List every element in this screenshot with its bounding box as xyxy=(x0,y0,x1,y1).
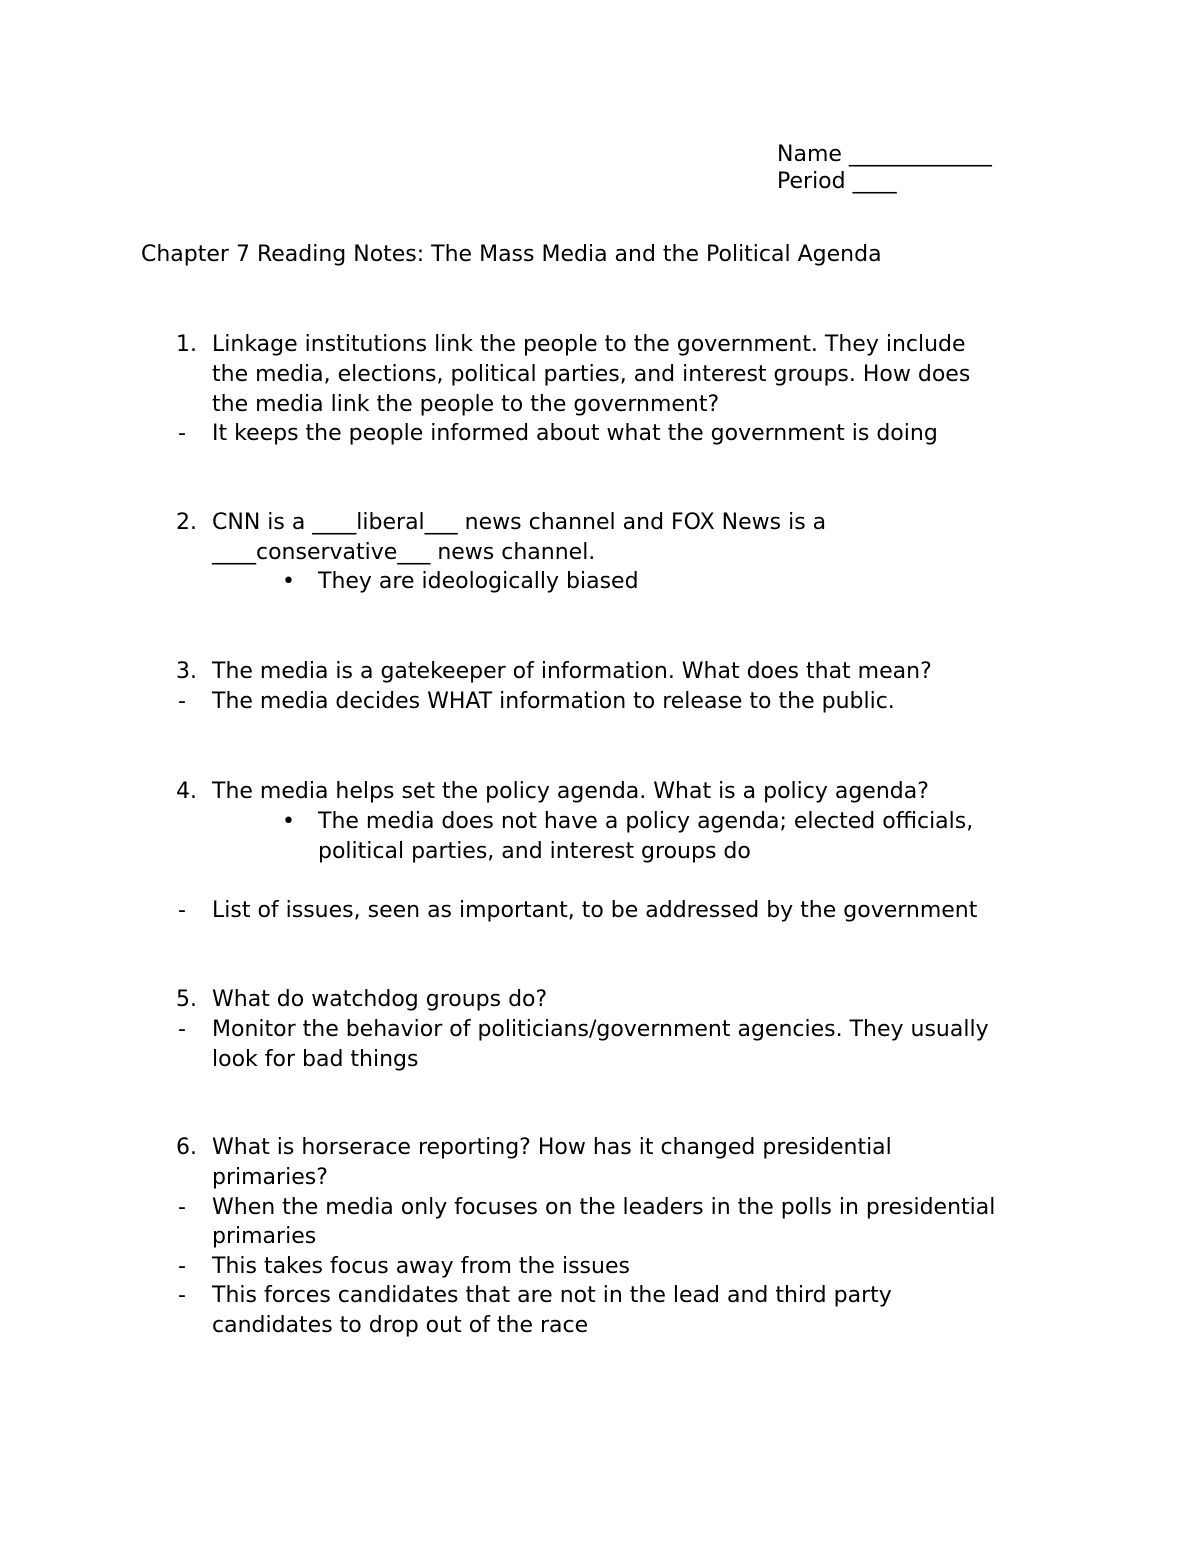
question-number: 4. xyxy=(176,779,197,804)
dash-marker: - xyxy=(178,1017,186,1042)
answer-text: When the media only focuses on the leaders in the polls in presidential xyxy=(212,1195,996,1220)
question-number: 3. xyxy=(176,659,197,684)
name-field-label: Name _____________ xyxy=(777,142,992,167)
page-title: Chapter 7 Reading Notes: The Mass Media and the Political Agenda xyxy=(141,242,882,267)
dash-marker: - xyxy=(178,1254,186,1279)
question-number: 6. xyxy=(176,1135,197,1160)
period-field-label: Period ____ xyxy=(777,169,897,194)
bullet-marker: • xyxy=(282,809,295,834)
question-text: The media is a gatekeeper of information. What does that mean? xyxy=(212,659,932,684)
question-text: What do watchdog groups do? xyxy=(212,987,548,1012)
question-text: What is horserace reporting? How has it changed presidential xyxy=(212,1135,892,1160)
dash-marker: - xyxy=(178,1195,186,1220)
answer-text: This forces candidates that are not in the lead and third party xyxy=(212,1283,892,1308)
question-number: 2. xyxy=(176,510,197,535)
question-text: primaries? xyxy=(212,1165,328,1190)
bullet-marker: • xyxy=(282,569,295,594)
dash-marker: - xyxy=(178,1283,186,1308)
dash-marker: - xyxy=(178,421,186,446)
answer-text: They are ideologically biased xyxy=(318,569,639,594)
question-text: the media, elections, political parties, and interest groups. How does xyxy=(212,362,971,387)
question-text: Linkage institutions link the people to the government. They include xyxy=(212,332,966,357)
answer-text: The media decides WHAT information to release to the public. xyxy=(212,689,895,714)
answer-text: primaries xyxy=(212,1224,317,1249)
question-number: 5. xyxy=(176,987,197,1012)
answer-text: political parties, and interest groups do xyxy=(318,839,751,864)
dash-marker: - xyxy=(178,689,186,714)
answer-text: It keeps the people informed about what the government is doing xyxy=(212,421,938,446)
question-text: CNN is a ____liberal___ news channel and FOX News is a xyxy=(212,510,827,535)
answer-text: Monitor the behavior of politicians/government agencies. They usually xyxy=(212,1017,989,1042)
question-text: The media helps set the policy agenda. What is a policy agenda? xyxy=(212,779,929,804)
answer-text: look for bad things xyxy=(212,1047,419,1072)
answer-text: candidates to drop out of the race xyxy=(212,1313,589,1338)
answer-text: This takes focus away from the issues xyxy=(212,1254,630,1279)
answer-text: List of issues, seen as important, to be addressed by the government xyxy=(212,898,978,923)
question-number: 1. xyxy=(176,332,197,357)
answer-text: The media does not have a policy agenda; elected officials, xyxy=(318,809,974,834)
question-text: ____conservative___ news channel. xyxy=(212,540,596,565)
question-text: the media link the people to the government? xyxy=(212,392,720,417)
dash-marker: - xyxy=(178,898,186,923)
